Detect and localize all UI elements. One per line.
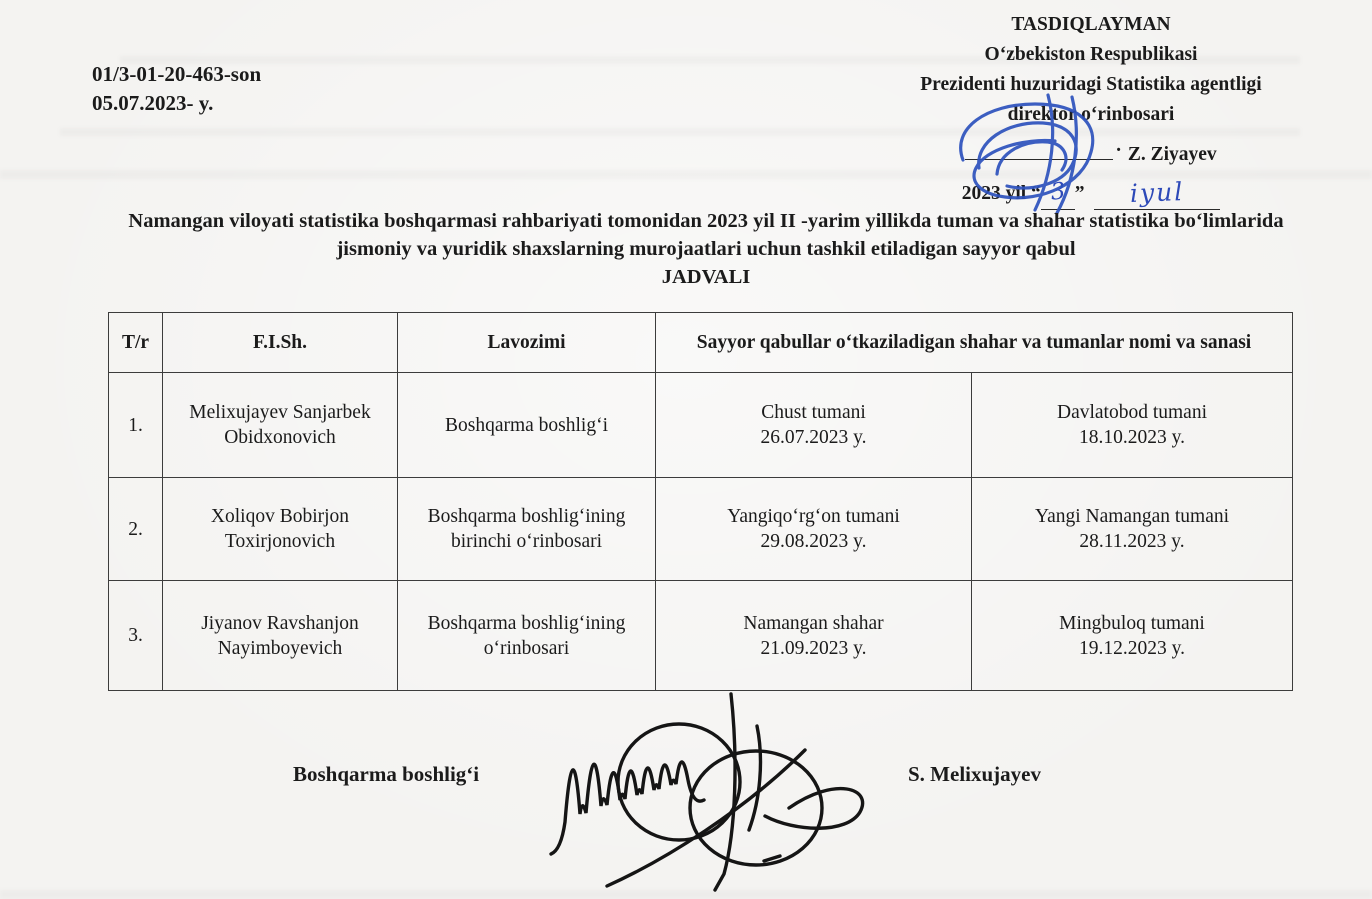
handwritten-day: 3 — [1049, 178, 1067, 206]
person-name — [163, 581, 398, 691]
approval-heading: TASDIQLAYMAN — [1011, 14, 1171, 35]
table-header-row — [109, 313, 1293, 373]
visit-place: Chust tumani — [761, 402, 866, 423]
footer-position-title: Boshqarma boshligʻi — [293, 762, 480, 786]
visit-place: Yangi Namangan tumani — [1034, 506, 1230, 527]
approval-org-line2: Prezidenti huzuridagi Statistika agentligi — [920, 74, 1262, 95]
position-line: birinchi oʻrinbosari — [450, 531, 603, 552]
person-position — [398, 581, 656, 691]
position-line: Boshqarma boshligʻining — [427, 506, 626, 527]
date-prefix: 2023 yil “ — [961, 183, 1041, 204]
scan-artifact — [0, 890, 1372, 899]
approval-block — [845, 10, 1337, 210]
position-line: Boshqarma boshligʻi — [444, 414, 609, 436]
signature-underline — [965, 159, 1113, 160]
visit-cell — [972, 478, 1293, 581]
header-tr: T/r — [109, 313, 163, 373]
visit-place: Namangan shahar — [743, 612, 884, 634]
visit-cell — [972, 373, 1293, 478]
person-position — [398, 373, 656, 478]
title-line-1: Namangan viloyati statistika boshqarmasi rahbariyati tomonidan 2023 yil II -yarim yillikda tuman va shahar statistika boʻlimlarida — [128, 210, 1284, 232]
name-line: Jiyanov Ravshanjon — [201, 612, 359, 634]
row-number: 1. — [109, 373, 163, 478]
visit-date: 21.09.2023 y. — [760, 637, 867, 659]
document-number: 01/3-01-20-463-son — [92, 62, 262, 86]
footer-signer-name: S. Melixujayev — [908, 762, 1041, 786]
approval-org-line1: Oʻzbekiston Respublikasi — [984, 44, 1198, 65]
header-lavozimi: Lavozimi — [398, 313, 656, 373]
position-line: Boshqarma boshligʻining — [427, 612, 626, 634]
approval-sign-line — [845, 140, 1337, 170]
name-line: Melixujayev Sanjarbek — [189, 402, 371, 423]
chief-signature — [543, 688, 877, 898]
date-close-quote: ” — [1074, 183, 1085, 204]
visit-date: 19.12.2023 y. — [1079, 637, 1185, 659]
handwritten-month: iyul — [1129, 177, 1185, 208]
visit-cell — [972, 581, 1293, 691]
position-line: oʻrinbosari — [483, 637, 570, 659]
header-fish: F.I.Sh. — [163, 313, 398, 373]
reference-block — [92, 60, 261, 118]
visit-cell — [656, 373, 972, 478]
document-title — [66, 207, 1346, 291]
table-row — [109, 581, 1293, 691]
name-line: Nayimboyevich — [217, 637, 343, 659]
person-position — [398, 478, 656, 581]
header-sayyor: Sayyor qabullar oʻtkaziladigan shahar va tumanlar nomi va sanasi — [656, 313, 1293, 373]
visit-date: 28.11.2023 y. — [1079, 531, 1185, 552]
visit-place: Mingbuloq tumani — [1059, 612, 1205, 634]
row-number: 2. — [109, 478, 163, 581]
table-row — [109, 478, 1293, 581]
title-line-2: jismoniy va yuridik shaxslarning murojaatlari uchun tashkil etiladigan sayyor qabul — [336, 238, 1076, 260]
table-row — [109, 373, 1293, 478]
row-number: 3. — [109, 581, 163, 691]
visit-cell — [656, 478, 972, 581]
visit-date: 29.08.2023 y. — [760, 531, 867, 552]
visit-cell — [656, 581, 972, 691]
approval-date-line — [845, 176, 1337, 210]
title-line-3: JADVALI — [661, 266, 751, 288]
person-name — [163, 478, 398, 581]
name-line: Toxirjonovich — [224, 531, 336, 552]
visit-date: 18.10.2023 y. — [1079, 427, 1185, 448]
name-line: Xoliqov Bobirjon — [210, 506, 350, 527]
person-name — [163, 373, 398, 478]
signature-dot: · — [1115, 140, 1122, 161]
schedule-table — [108, 312, 1293, 691]
document-date: 05.07.2023- y. — [92, 91, 214, 115]
visit-place: Yangiqoʻrgʻon tumani — [727, 506, 900, 527]
approver-name: Z. Ziyayev — [1127, 144, 1217, 165]
name-line: Obidxonovich — [224, 427, 336, 448]
visit-place: Davlatobod tumani — [1056, 402, 1207, 423]
visit-date: 26.07.2023 y. — [760, 427, 867, 448]
approval-position: direktor oʻrinbosari — [1007, 104, 1175, 125]
